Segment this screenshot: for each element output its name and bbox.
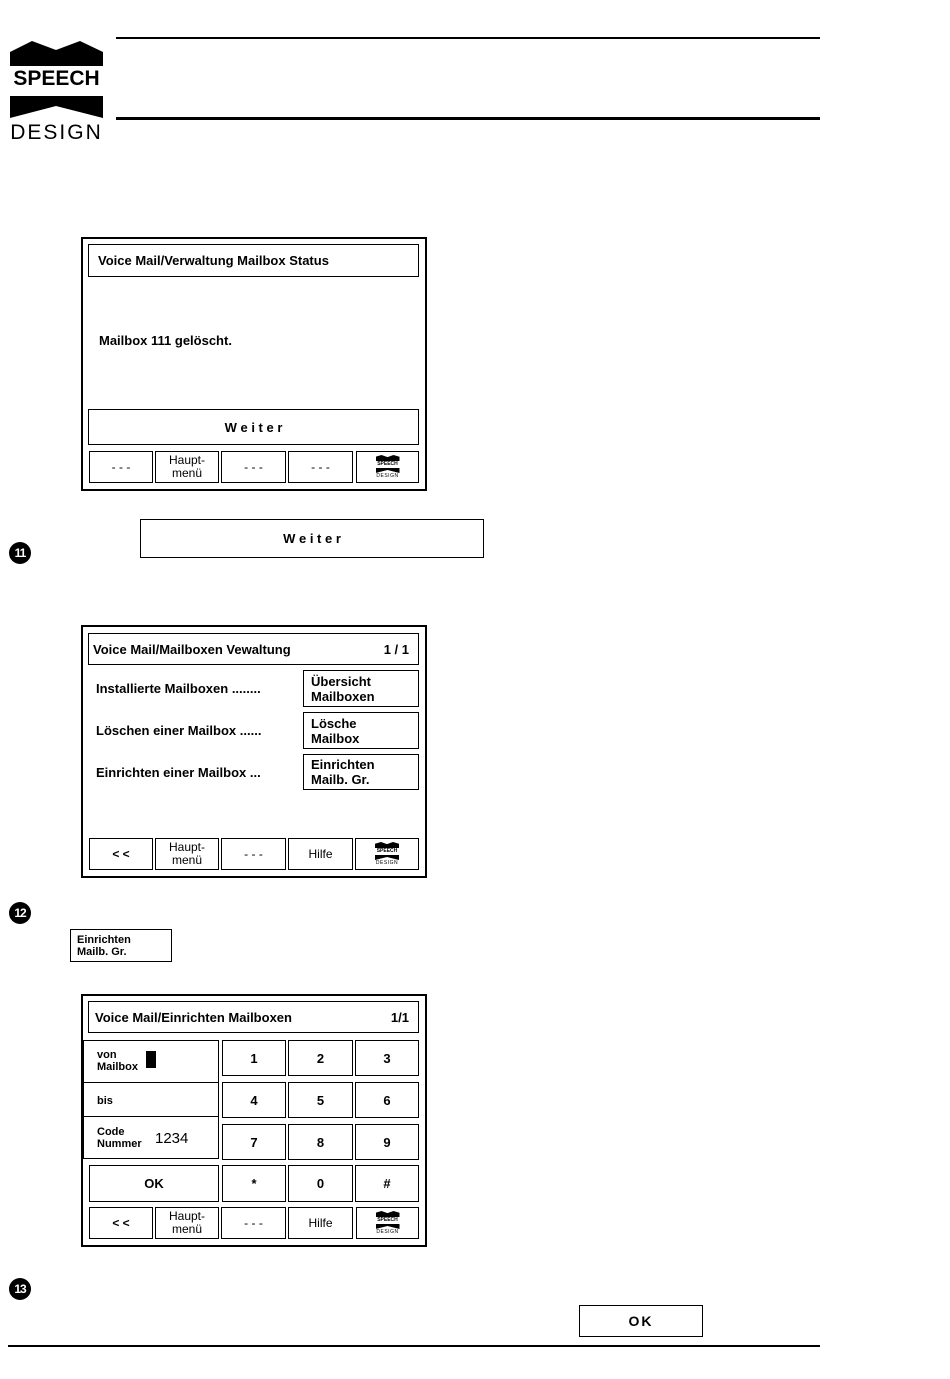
screen3-title [88, 1001, 419, 1033]
screen3-title-text: Voice Mail/Einrichten Mailboxen [95, 1009, 292, 1025]
softkey-hilfe[interactable]: Hilfe [288, 1207, 353, 1239]
key-0[interactable]: 0 [288, 1165, 353, 1202]
mini-logo-word: SPEECH [377, 1217, 398, 1223]
screen1-title-text: Voice Mail/Verwaltung Mailbox Status [98, 253, 329, 268]
softkey-back[interactable]: < < [89, 838, 153, 870]
status-message: Mailbox 111 gelöscht. [99, 333, 232, 348]
screen3-page-indicator: 1/1 [390, 1009, 409, 1025]
screen2-title-text: Voice Mail/Mailboxen Vewaltung [93, 641, 291, 657]
mini-logo-sub: DESIGN [376, 473, 399, 479]
key-9[interactable]: 9 [355, 1124, 419, 1160]
key-7[interactable]: 7 [222, 1124, 286, 1160]
code-value: 1234 [155, 1130, 189, 1147]
key-5[interactable]: 5 [288, 1082, 353, 1118]
weiter-button[interactable]: W e i t e r [88, 409, 419, 445]
softkey-logo[interactable] [356, 451, 419, 483]
softkey-hauptmenu[interactable]: Haupt- menü [155, 451, 219, 483]
mini-logo-word: SPEECH [376, 848, 398, 854]
footer-rule [8, 1345, 820, 1347]
softkey-back[interactable]: < < [89, 1207, 153, 1239]
field-von-label: von Mailbox [97, 1049, 138, 1073]
ok-button[interactable]: OK [89, 1165, 219, 1202]
key-4[interactable]: 4 [222, 1082, 286, 1118]
uebersicht-mailboxen-button[interactable]: Übersicht Mailboxen [303, 670, 419, 707]
softkey-3[interactable]: - - - [221, 838, 286, 870]
mini-logo-sub: DESIGN [376, 1229, 399, 1235]
key-8[interactable]: 8 [288, 1124, 353, 1160]
row-label-installierte: Installierte Mailboxen ........ [96, 681, 261, 696]
screen2-page-indicator: 1 / 1 [383, 641, 409, 657]
softkey-3[interactable]: - - - [221, 451, 286, 483]
row-label-loeschen: Löschen einer Mailbox ...... [96, 723, 262, 738]
header-rule-top [116, 37, 820, 39]
text-cursor [146, 1051, 156, 1068]
key-2[interactable]: 2 [288, 1040, 353, 1076]
screen2-title [88, 633, 419, 665]
key-star[interactable]: * [222, 1165, 286, 1202]
step-11-weiter-button[interactable]: W e i t e r [140, 519, 484, 558]
field-code-label: Code Nummer [97, 1126, 142, 1150]
mini-logo-sub: DESIGN [375, 860, 399, 866]
field-bis[interactable] [83, 1082, 219, 1117]
mini-logo-word: SPEECH [377, 461, 398, 467]
softkey-hauptmenu[interactable]: Haupt- menü [155, 838, 219, 870]
softkey-hilfe[interactable]: Hilfe [288, 838, 353, 870]
row-label-einrichten: Einrichten einer Mailbox ... [96, 765, 261, 780]
step-12-einrichten-button[interactable]: Einrichten Mailb. Gr. [70, 929, 172, 962]
key-6[interactable]: 6 [355, 1082, 419, 1118]
header-rule-bottom [116, 117, 820, 120]
einrichten-mailb-gr-button[interactable]: Einrichten Mailb. Gr. [303, 754, 419, 790]
field-code-nummer[interactable] [83, 1116, 219, 1159]
field-von-mailbox[interactable] [83, 1040, 219, 1083]
step-11-badge: 11 [9, 542, 31, 564]
logo-word: SPEECH [10, 66, 103, 92]
key-3[interactable]: 3 [355, 1040, 419, 1076]
key-1[interactable]: 1 [222, 1040, 286, 1076]
softkey-4[interactable]: - - - [288, 451, 353, 483]
softkey-3[interactable]: - - - [221, 1207, 286, 1239]
step-13-ok-button[interactable]: OK [579, 1305, 703, 1337]
softkey-logo[interactable] [355, 838, 419, 870]
softkey-hauptmenu[interactable]: Haupt- menü [155, 1207, 219, 1239]
softkey-logo[interactable] [356, 1207, 419, 1239]
logo-subtitle: DESIGN [10, 121, 103, 144]
key-hash[interactable]: # [355, 1165, 419, 1202]
softkey-1[interactable]: - - - [89, 451, 153, 483]
loesche-mailbox-button[interactable]: Lösche Mailbox [303, 712, 419, 749]
field-bis-label: bis [97, 1095, 113, 1107]
screen1-title [88, 244, 419, 277]
step-12-badge: 12 [9, 902, 31, 924]
step-13-badge: 13 [9, 1278, 31, 1300]
